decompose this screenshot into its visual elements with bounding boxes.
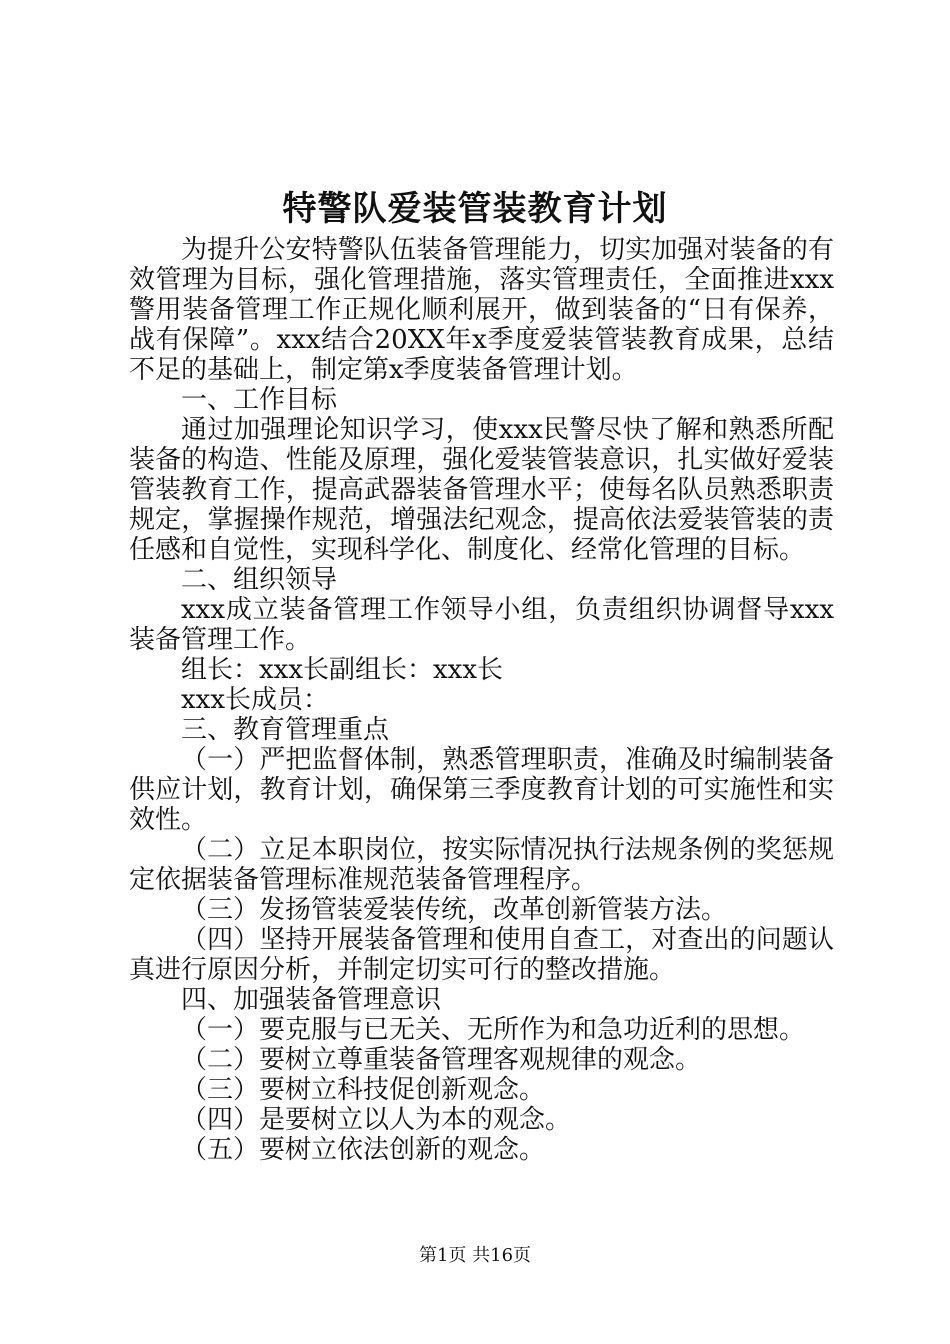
section-heading-4: 四、加强装备管理意识 [181, 985, 442, 1015]
focus-item-2: （二）立足本职岗位，按实际情况执行法规条例的奖惩规定依据装备管理标准规范装备管理程序。 [129, 835, 834, 895]
document-title: 特警队爱装管装教育计划 [282, 189, 668, 229]
awareness-item-3: （三）要树立科技促创新观念。 [181, 1075, 546, 1105]
awareness-item-2: （二）要树立尊重装备管理客观规律的观念。 [181, 1045, 702, 1075]
section-heading-2: 二、组织领导 [181, 565, 338, 595]
intro-paragraph: 为提升公安特警队伍装备管理能力，切实加强对装备的有效管理为目标，强化管理措施，落实管理责任，全面推进xxx警用装备管理工作正规化顺利展开，做到装备的“日有保养，战有保障”。xxx结合20XX年x季度爱装管装教育成果，总结不足的基础上，制定第x季度装备管理计划。 [129, 235, 834, 385]
focus-item-4: （四）坚持开展装备管理和使用自查工，对查出的问题认真进行原因分析，并制定切实可行的整改措施。 [129, 925, 834, 985]
awareness-item-4: （四）是要树立以人为本的观念。 [181, 1105, 572, 1135]
organization-paragraph: xxx成立装备管理工作领导小组，负责组织协调督导xxx装备管理工作。 [129, 595, 834, 655]
work-goal-paragraph: 通过加强理论知识学习，使xxx民警尽快了解和熟悉所配装备的构造、性能及原理，强化爱装管装意识，扎实做好爱装管装教育工作，提高武器装备管理水平；使每名队员熟悉职责规定，掌握操作规范，增强法纪观念，提高依法爱装管装的责任感和自觉性，实现科学化、制度化、经常化管理的目标。 [129, 415, 834, 565]
focus-item-1: （一）严把监督体制，熟悉管理职责，准确及时编制装备供应计划，教育计划，确保第三季度教育计划的可实施性和实效性。 [129, 745, 834, 835]
focus-item-3: （三）发扬管装爱装传统，改革创新管装方法。 [181, 895, 728, 925]
leader-line: 组长：xxx长副组长：xxx长 [181, 655, 503, 685]
document-body [129, 235, 834, 1165]
page-footer: 第1页 共16页 [418, 1245, 532, 1266]
awareness-item-1: （一）要克服与已无关、无所作为和急功近利的思想。 [181, 1015, 806, 1045]
awareness-item-5: （五）要树立依法创新的观念。 [181, 1135, 546, 1165]
section-heading-3: 三、教育管理重点 [181, 715, 390, 745]
members-line: xxx长成员： [181, 685, 329, 715]
section-heading-1: 一、工作目标 [181, 385, 338, 415]
